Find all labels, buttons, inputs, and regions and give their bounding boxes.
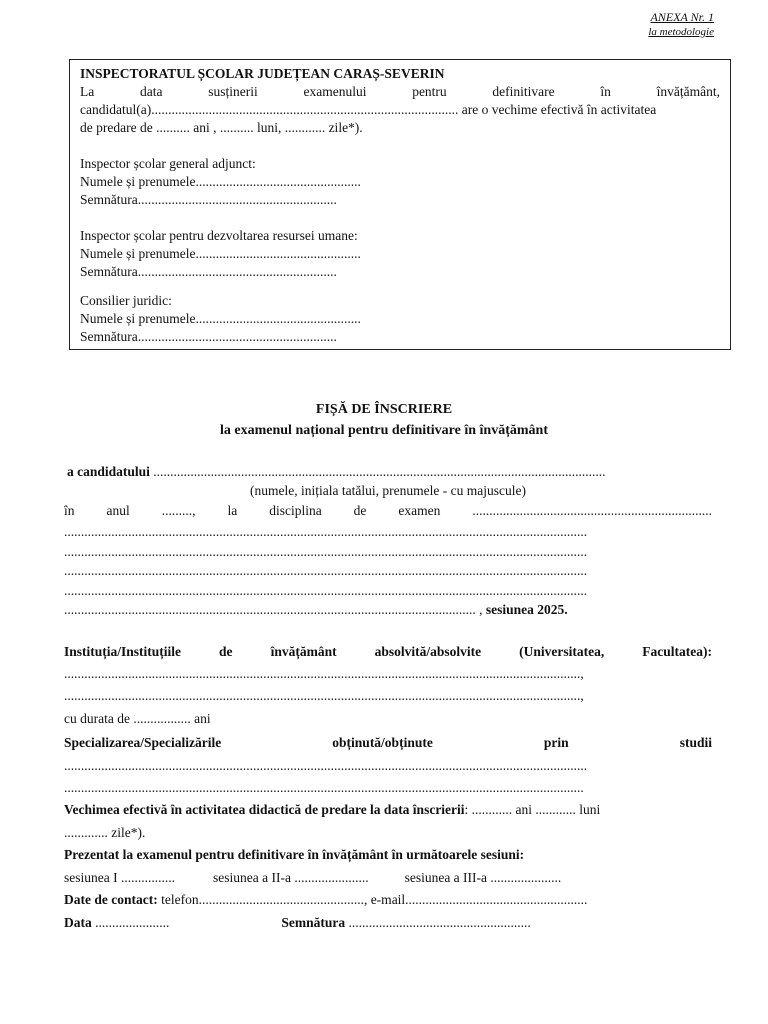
seniority-days-field[interactable]: ............. zile*).: [64, 825, 146, 840]
discipline-line-3[interactable]: ...........................................................................................................................................................: [64, 563, 588, 578]
specialization-field-1[interactable]: ...........................................................................................................................................................: [64, 758, 588, 773]
inspector-hr-title: Inspector școlar pentru dezvoltarea resursei umane:: [80, 228, 358, 243]
date-signature-row: [64, 915, 712, 931]
inspector-hr-signature: Semnătura...........................................................: [80, 264, 337, 279]
candidate-name-field[interactable]: ......................................................................................................................................: [149, 464, 606, 479]
legal-advisor-name: Numele și prenumele.................................................: [80, 311, 361, 326]
legal-advisor-title: Consilier juridic:: [80, 293, 172, 308]
seniority-field[interactable]: : ............ ani ............ luni: [464, 802, 601, 817]
inspector-general-name: Numele și prenumele.................................................: [80, 174, 361, 189]
sessions-row: [64, 870, 712, 886]
inspector-general-signature: Semnătura...........................................................: [80, 192, 337, 207]
sessions-label: Prezentat la examenul pentru definitivare în învățământ în următoarele sesiuni:: [64, 847, 525, 862]
candidate-label: a candidatului: [67, 464, 150, 479]
signature-label: Semnătura: [281, 915, 346, 930]
contact-row: [64, 892, 712, 908]
annex-reference: [648, 10, 714, 40]
legal-advisor-signature: Semnătura...........................................................: [80, 329, 337, 344]
candidate-hint: (numele, inițiala tatălui, prenumele - cu majuscule): [250, 483, 526, 498]
discipline-line-2[interactable]: ...........................................................................................................................................................: [64, 544, 588, 559]
contact-field[interactable]: telefon................................................., e-mail......................................................: [157, 892, 588, 907]
annex-number: ANEXA Nr. 1: [650, 10, 714, 24]
date-label: Data: [64, 915, 92, 930]
inspectorate-heading: INSPECTORATUL ȘCOLAR JUDEȚEAN CARAȘ-SEVERIN: [80, 66, 445, 81]
session-year-label: sesiunea 2025.: [485, 602, 568, 617]
institution-label: Instituția/Instituțiile de învățământ absolvită/absolvite (Universitatea, Facultatea):: [64, 644, 712, 659]
institution-field-2[interactable]: .........................................................................................................................................................,: [64, 688, 584, 703]
inspector-general-title: Inspector școlar general adjunct:: [80, 156, 256, 171]
inspector-hr-name: Numele și prenumele.................................................: [80, 246, 361, 261]
seniority-row: [64, 802, 712, 818]
form-subtitle: la examenul național pentru definitivare în învățământ: [220, 423, 548, 438]
institution-field-1[interactable]: .........................................................................................................................................................,: [64, 666, 584, 681]
inspectorate-box: [69, 59, 731, 350]
specialization-label: Specializarea/Specializările obținută/obținute prin studii: [64, 735, 712, 750]
discipline-line-1[interactable]: ...........................................................................................................................................................: [64, 524, 588, 539]
duration-field[interactable]: cu durata de ................. ani: [64, 711, 211, 726]
specialization-field-2[interactable]: ..........................................................................................................................................................: [64, 780, 584, 795]
candidate-row: [64, 464, 715, 480]
session-3-field[interactable]: sesiunea a III-a .....................: [404, 870, 562, 885]
box-line-3: de predare de .......... ani , .......... luni, ............ zile*).: [80, 120, 363, 135]
year-discipline-field[interactable]: în anul ........., la disciplina de examen .......................................................................: [64, 503, 712, 518]
form-title: FIȘĂ DE ÎNSCRIERE: [315, 402, 453, 417]
session-row: [64, 602, 712, 618]
session-dots-field[interactable]: .......................................................................................................................... ,: [64, 602, 483, 617]
session-1-field[interactable]: sesiunea I ................: [64, 870, 175, 885]
seniority-label: Vechimea efectivă în activitatea didactică de predare la data înscrierii: [64, 802, 465, 817]
annex-methodology: la metodologie: [648, 26, 714, 38]
contact-label: Date de contact:: [64, 892, 158, 907]
session-2-field[interactable]: sesiunea a II-a ......................: [212, 870, 369, 885]
date-field[interactable]: ......................: [91, 915, 170, 930]
box-line-1: La data susținerii examenului pentru definitivare în învățământ,: [80, 84, 720, 99]
signature-field[interactable]: ......................................................: [345, 915, 531, 930]
discipline-line-4[interactable]: ...........................................................................................................................................................: [64, 583, 588, 598]
box-line-2: candidatul(a)........................................................................................... are o vechime efectivă în activitatea: [80, 102, 657, 117]
